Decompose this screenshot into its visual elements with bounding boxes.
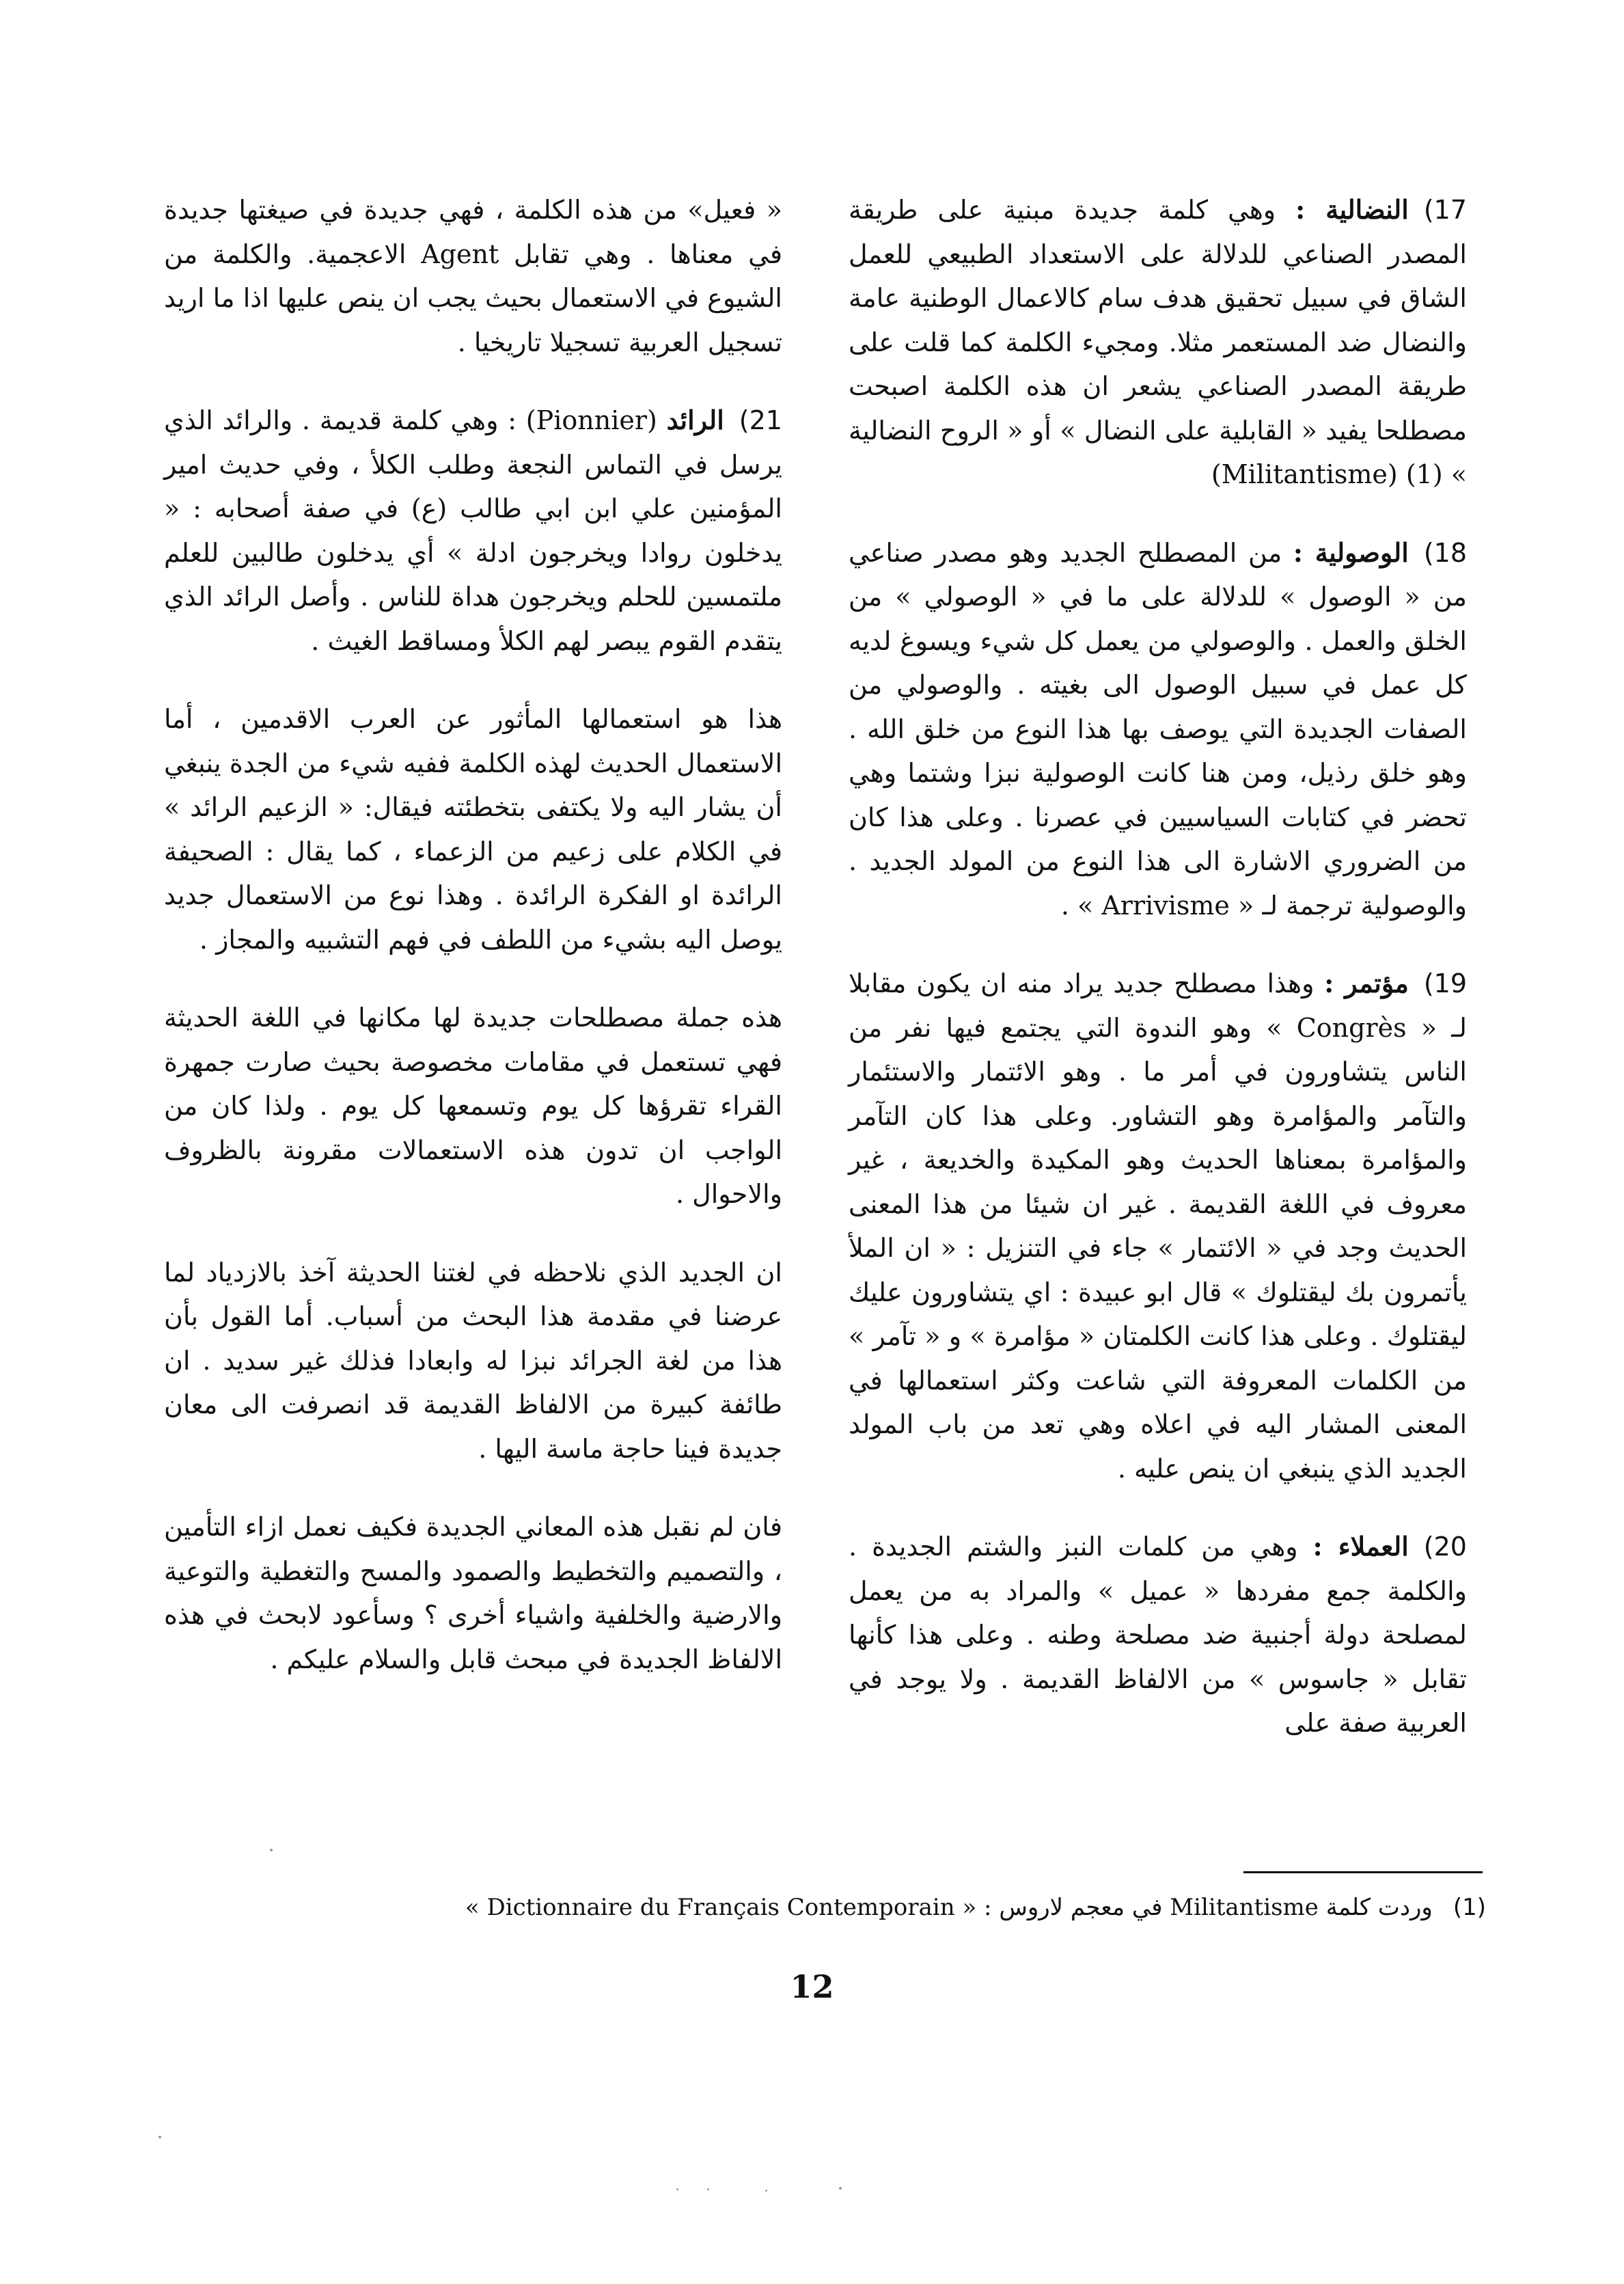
entry-text: من المصطلح الجديد وهو مصدر صناعي من « الوصول » للدلالة على ما في « الوصولي » من الخلق والعمل . والوصولي من يعمل كل شيء ويسوغ لديه كل عمل في سبيل الوصول الى بغيته . والوصولي من الصفات الجديدة التي يوصف بها هذا النوع من خلق الله . وهو خلق رذيل، ومن هنا كانت الوصولية نبزا وشتما وهي تحضر في كتابات السياسيين في عصرنا . وعلى هذا كان من الضروري الاشارة الى هذا النوع من المولد الجديد . والوصولية ترجمة لـ « Arrivisme » .	[849, 537, 1467, 921]
entry-20	[849, 1525, 1467, 1745]
entry-term: الرائد	[666, 405, 724, 435]
footnote-mark: (1)	[1453, 1894, 1486, 1921]
entry-number: 17)	[1423, 195, 1467, 225]
entry-number: 20)	[1423, 1532, 1467, 1562]
entry-number: 18)	[1423, 537, 1467, 568]
page-number: 12	[790, 1968, 834, 2005]
entry-text: وهي كلمة جديدة مبنية على طريقة المصدر الصناعي للدلالة على الاستعداد الطبيعي للعمل الشاق في سبيل تحقيق هدف سام كالاعمال الوطنية عامة والنضال ضد المستعمر مثلا. ومجيء الكلمة كما قلت على طريقة المصدر الصناعي يشعر ان هذه الكلمة اصبحت مصطلحا يفيد « القابلية على النضال » أو « الروح النضالية » (1) (Militantisme)	[849, 195, 1467, 489]
entry-term: النضالية :	[1295, 194, 1409, 225]
paragraph: هذا هو استعمالها المأثور عن العرب الاقدمين ، أما الاستعمال الحديث لهذه الكلمة ففيه شيء من الجدة ينبغي أن يشار اليه ولا يكتفى بتخطئته فيقال: « الزعيم الرائد » في الكلام على زعيم من الزعماء ، كما يقال : الصحيفة الرائدة او الفكرة الرائدة . وهذا نوع من الاستعمال جديد يوصل اليه بشيء من اللطف في فهم التشبيه والمجاز .	[164, 704, 782, 955]
left-column	[164, 188, 782, 1715]
paragraph: ان الجديد الذي نلاحظه في لغتنا الحديثة آخذ بالازدياد لما عرضنا في مقدمة هذا البحث من أسباب. أما القول بأن هذا من لغة الجرائد نبزا له وابعادا فذلك غير سديد . ان طائفة كبيرة من الالفاظ القديمة قد انصرفت الى معان جديدة فينا حاجة ماسة اليها .	[164, 1257, 782, 1464]
entry-text: (Pionnier) : وهي كلمة قديمة . والرائد الذي يرسل في التماس النجعة وطلب الكلأ ، وفي حديث امير المؤمنين علي ابن ابي طالب (ع) في صفة أصحابه : « يدخلون روادا ويخرجون ادلة » أي يدخلون طالبين للعلم ملتمسين للحلم ويخرجون هداة للناس . وأصل الرائد الذي يتقدم القوم يبصر لهم الكلأ ومساقط الغيث .	[164, 405, 782, 656]
paragraph-intro: « فعيل» من هذه الكلمة ، فهي جديدة في صيغتها جديدة في معناها . وهي تقابل Agent الاعجمية. والكلمة من الشيوع في الاستعمال بحيث يجب ان ينص عليها اذا ما اريد تسجيل العربية تسجيلا تاريخيا .	[164, 195, 782, 357]
entry-text: وهذا مصطلح جديد يراد منه ان يكون مقابلا لـ « Congrès » وهو الندوة التي يجتمع فيها نفر من الناس يتشاورون في أمر ما . وهو الائتمار والاستئمار والتآمر والمؤامرة وهو التشاور. وعلى هذا كان التآمر والمؤامرة بمعناها الحديث وهو المكيدة والخديعة ، غير معروف في اللغة القديمة . غير ان شيئا من هذا المعنى الحديث وجد في « الائتمار » جاء في التنزيل : « ان الملأ يأتمرون بك ليقتلوك » قال ابو عبيدة : اي يتشاورون عليك ليقتلوك . وعلى هذا كانت الكلمتان « مؤامرة » و « تآمر » من الكلمات المعروفة التي شاعت وكثر استعمالها في المعنى المشار اليه في اعلاه وهي تعد من باب المولد الجديد الذي ينبغي ان ينص عليه .	[849, 968, 1468, 1484]
scan-speck	[707, 2188, 709, 2190]
footnote-divider	[1243, 1871, 1483, 1873]
entry-number: 19)	[1423, 968, 1467, 998]
entry-term: الوصولية :	[1293, 536, 1409, 568]
entry-term: مؤتمر :	[1324, 968, 1409, 998]
entry-text: وهي من كلمات النبز والشتم الجديدة . والكلمة جمع مفردها « عميل » والمراد به من يعمل لمصلحة دولة أجنبية ضد مصلحة وطنه . وعلى هذا كأنها تقابل « جاسوس » من الالفاظ القديمة . ولا يوجد في العربية صفة على	[849, 1532, 1467, 1738]
paragraph: فان لم نقبل هذه المعاني الجديدة فكيف نعمل ازاء التأمين ، والتصميم والتخطيط والصمود والمسح والتغطية والتوعية والارضية والخلفية واشياء أخرى ؟ وسأعود لابحث في هذه الالفاظ الجديدة في مبحث قابل والسلام عليكم .	[164, 1512, 782, 1674]
entry-19	[849, 962, 1467, 1491]
scan-speck	[676, 2188, 678, 2190]
footnote	[171, 1890, 1486, 1925]
entry-21	[164, 398, 782, 663]
right-column	[849, 188, 1467, 1780]
scan-speck	[159, 2136, 161, 2138]
entry-term: العملاء :	[1312, 1531, 1409, 1562]
paragraph: هذه جملة مصطلحات جديدة لها مكانها في اللغة الحديثة فهي تستعمل في مقامات مخصوصة بحيث صارت جمهرة القراء تقرؤها كل يوم وتسمعها كل يوم . ولذا كان من الواجب ان تدون هذه الاستعمالات مقرونة بالظروف والاحوال .	[164, 1003, 782, 1209]
scan-speck	[765, 2190, 767, 2192]
entry-17	[849, 188, 1467, 497]
footnote-text: وردت كلمة Militantisme في معجم لاروس : « Dictionnaire du Français Contemporain »	[465, 1894, 1433, 1921]
entry-number: 21)	[739, 405, 782, 435]
scan-speck	[270, 1849, 273, 1851]
scan-speck	[839, 2187, 842, 2190]
entry-18	[849, 531, 1467, 928]
